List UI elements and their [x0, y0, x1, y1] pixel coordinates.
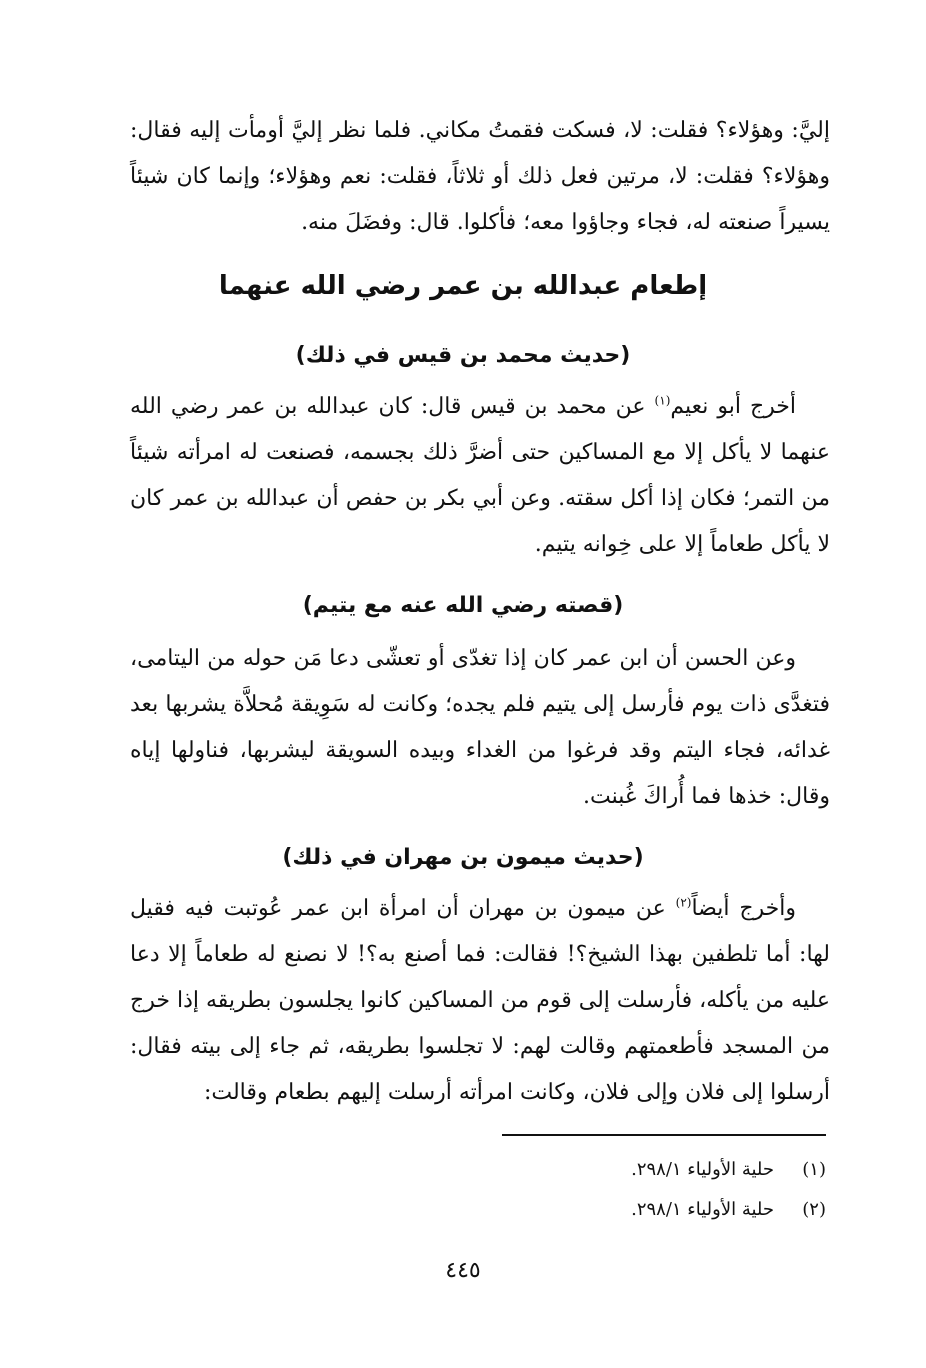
paragraph-text: إليَّ: وهؤلاء؟ فقلت: لا، فسكت فقمتُ مكاني. فلما نظر إليَّ أومأت إليه فقال: وهؤلاء؟ فقلت: لا، مرتين فعل ذلك أو ثلاثاً، فقلت: نعم وهؤلاء؛ وإنما كان شيئاً يسيراً صنعته له، فجاء وجاؤوا معه؛ فأكلوا. قال: وفضَلَ منه.: [130, 118, 830, 235]
page-number: ٤٤٥: [445, 1258, 481, 1283]
footnote-divider: [502, 1134, 826, 1136]
footnote-marker-2: (٢): [675, 895, 692, 910]
paragraph-start: أخرج أبو نعيم: [670, 394, 797, 419]
paragraph-orphan-story: [130, 636, 830, 820]
subheading-orphan-story: (قصته رضي الله عنه مع يتيم): [302, 593, 624, 618]
footnote-text: حلية الأولياء ٢٩٨/١.: [631, 1159, 774, 1180]
footnote-number: (١): [802, 1159, 826, 1180]
paragraph-text: عن ميمون بن مهران أن امرأة ابن عمر عُوتبت فيه فقيل لها: أما تلطفين بهذا الشيخ؟! فقالت: فما أصنع به؟! لا نصنع له طعاماً إلا دعا عليه من يأكله، فأرسلت إلى قوم من المساكين كانوا يجلسون بطريقه إذا خرج من المسجد فأطعمتهم وقالت لهم: لا تجلسوا بطريقه، ثم جاء إلى بيته فقال: أرسلوا إلى فلان وإلى فلان، وكانت امرأته أرسلت إليهم بطعام وقالت:: [130, 896, 830, 1105]
footnote-number: (٢): [802, 1199, 826, 1220]
paragraph-text: وعن الحسن أن ابن عمر كان إذا تغدّى أو تعشّى دعا مَن حوله من اليتامى، فتغدَّى ذات يوم فأرسل إلى يتيم فلم يجده؛ وكانت له سَوِيقة مُحلاَّة يشربها بعد غدائه، فجاء اليتم وقد فرغوا من الغداء وبيده السويقة ليشربها، فناولها إياه وقال: خذها فما أُراكَ غُبنت.: [130, 646, 830, 809]
section-title: إطعام عبدالله بن عمر رضي الله عنهما: [218, 271, 708, 301]
footnote-2: [326, 1196, 826, 1224]
paragraph-text: عن محمد بن قيس قال: كان عبدالله بن عمر رضي الله عنهما لا يأكل إلا مع المساكين حتى أضرَّ ذلك بجسمه، فصنعت له امرأته شيئاً من التمر؛ فكان إذا أكل سقته. وعن أبي بكر بن حفص أن عبدالله بن عمر كان لا يأكل طعاماً إلا على خِوانه يتيم.: [130, 394, 830, 557]
footnote-1: [326, 1156, 826, 1184]
paragraph-maymun-bin-mihran: [130, 886, 830, 1116]
paragraph-muhammad-bin-qays: [130, 384, 830, 568]
paragraph-continuation: [130, 108, 830, 246]
footnote-marker-1: (١): [654, 393, 671, 408]
subheading-maymun-bin-mihran: (حديث ميمون بن مهران في ذلك): [282, 845, 644, 870]
paragraph-start: وأخرج أيضاً: [691, 896, 797, 921]
footnote-text: حلية الأولياء ٢٩٨/١.: [631, 1199, 774, 1220]
subheading-muhammad-bin-qays: (حديث محمد بن قيس في ذلك): [295, 343, 631, 368]
